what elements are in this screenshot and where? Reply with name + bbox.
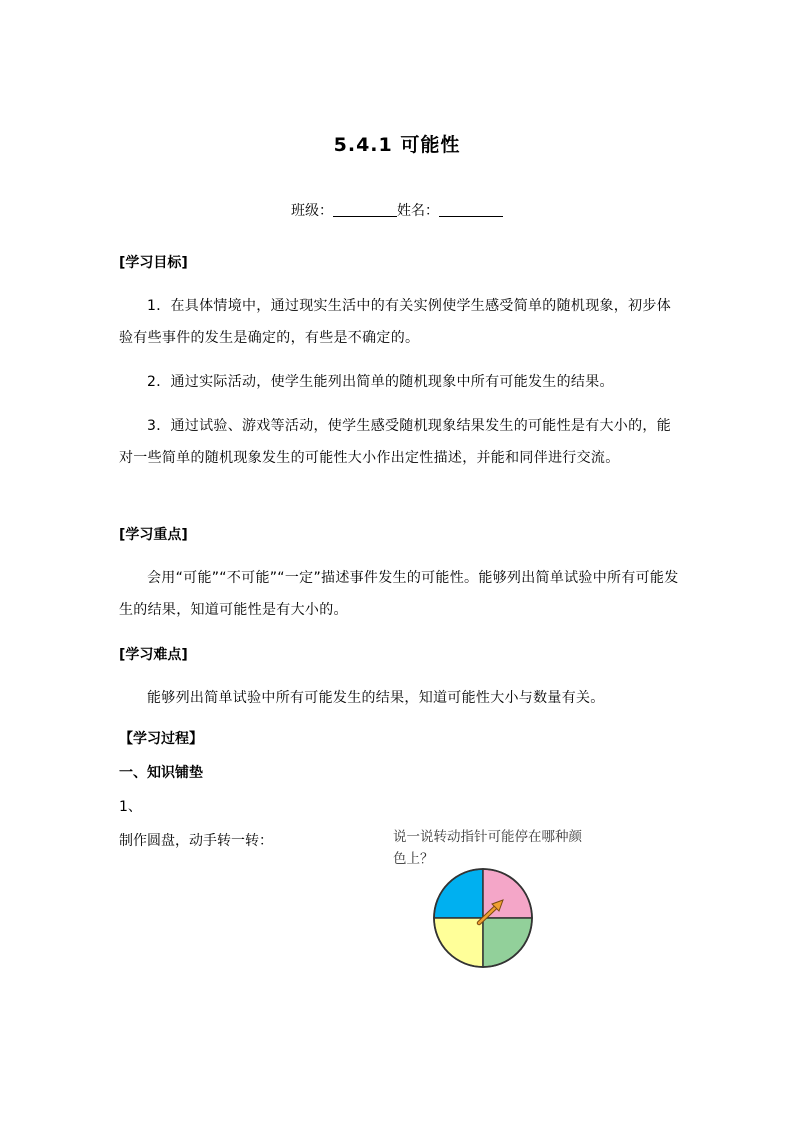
page-title: 5.4.1 可能性 [333,134,461,156]
difficult-heading: [学习难点] [119,647,188,663]
item-text: 制作圆盘，动手转一转： [119,833,273,849]
name-blank [439,202,503,217]
goal-2: 2．通过实际活动，使学生能列出简单的随机现象中所有可能发生的结果。 [147,374,614,390]
goal-1: 1．在具体情境中，通过现实生活中的有关实例使学生感受简单的随机现象，初步体验有些事件的发生是确定的，有些是不确定的。 [119,298,672,346]
difficult-text: 能够列出简单试验中所有可能发生的结果，知道可能性大小与数量有关。 [147,690,605,706]
process-heading: 【学习过程】 [119,731,203,747]
name-label: 姓名： [397,203,439,219]
class-blank [333,202,397,217]
key-heading: [学习重点] [119,527,188,543]
item-number: 1、 [119,799,142,815]
class-label: 班级： [291,203,333,219]
student-info-line [0,200,794,220]
key-text: 会用“可能”“不可能”“一定”描述事件发生的可能性。能够列出简单试验中所有可能发生的结果，知道可能性是有大小的。 [119,570,679,618]
goals-heading: [学习目标] [119,255,188,271]
spinner-figure [432,867,534,969]
part1-heading: 一、知识铺垫 [119,765,203,781]
goal-3: 3．通过试验、游戏等活动，使学生感受随机现象结果发生的可能性是有大小的，能对一些简单的随机现象发生的可能性大小作出定性描述，并能和同伴进行交流。 [119,418,672,466]
figure-caption: 说一说转动指针可能停在哪种颜色上？ [393,829,582,867]
